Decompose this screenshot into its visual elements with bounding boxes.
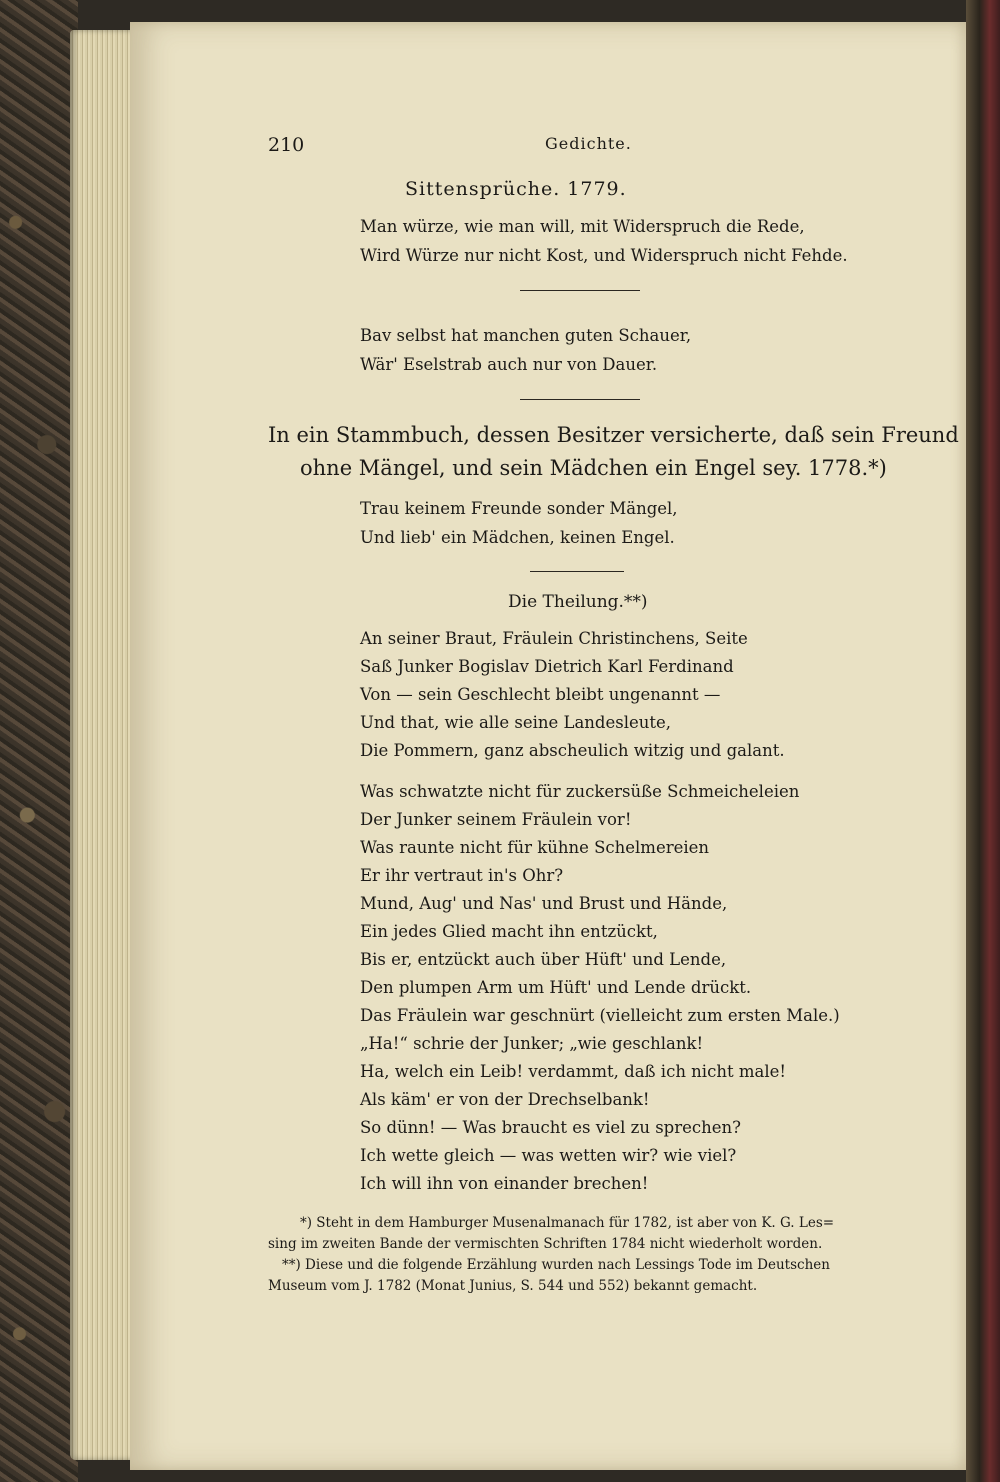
verse-line: Bav selbst hat manchen guten Schauer,	[360, 326, 692, 345]
poem-title-theilung: Die Theilung.**)	[508, 592, 648, 612]
verse-line: So dünn! — Was braucht es viel zu sprechen?	[360, 1118, 741, 1137]
verse-line: Was raunte nicht für kühne Schelmereien	[360, 838, 710, 857]
verse-line: Der Junker seinem Fräulein vor!	[360, 810, 632, 829]
poem-title-stammbuch-line1: In ein Stammbuch, dessen Besitzer versicherte, daß sein Freund	[268, 423, 959, 447]
verse-line: Trau keinem Freunde sonder Mängel,	[360, 499, 678, 518]
verse-line: Ha, welch ein Leib! verdammt, daß ich nicht male!	[360, 1062, 786, 1081]
footnote-line: sing im zweiten Bande der vermischten Schriften 1784 nicht wiederholt worden.	[268, 1236, 823, 1252]
poem-title-stammbuch-line2: ohne Mängel, und sein Mädchen ein Engel sey. 1778.*)	[300, 456, 887, 480]
verse-line: Saß Junker Bogislav Dietrich Karl Ferdinand	[360, 657, 734, 676]
verse-line: Den plumpen Arm um Hüft' und Lende drückt.	[360, 978, 752, 997]
footnote-line: **) Diese und die folgende Erzählung wurden nach Lessings Tode im Deutschen	[282, 1257, 830, 1273]
book-cover-right	[966, 0, 1000, 1482]
running-title: Gedichte.	[545, 134, 632, 153]
verse-line: Was schwatzte nicht für zuckersüße Schmeicheleien	[360, 782, 800, 801]
verse-line: Von — sein Geschlecht bleibt ungenannt —	[360, 685, 721, 704]
page-edges	[70, 30, 132, 1460]
verse-line: Mund, Aug' und Nas' und Brust und Hände,	[360, 894, 728, 913]
verse-line: Ich will ihn von einander brechen!	[360, 1174, 649, 1193]
verse-line: Er ihr vertraut in's Ohr?	[360, 866, 564, 885]
verse-line: Als käm' er von der Drechselbank!	[360, 1090, 650, 1109]
book-cover-left	[0, 0, 78, 1482]
section-divider	[520, 399, 640, 400]
footnote-line: *) Steht in dem Hamburger Musenalmanach für 1782, ist aber von K. G. Les=	[300, 1215, 835, 1231]
verse-line: Ein jedes Glied macht ihn entzückt,	[360, 922, 658, 941]
verse-line: Und that, wie alle seine Landesleute,	[360, 713, 672, 732]
footnote-line: Museum vom J. 1782 (Monat Junius, S. 544 und 552) bekannt gemacht.	[268, 1278, 758, 1294]
poem-title-sittensprueche: Sittensprüche. 1779.	[405, 178, 627, 200]
verse-line: Das Fräulein war geschnürt (vielleicht zum ersten Male.)	[360, 1006, 840, 1025]
verse-line: An seiner Braut, Fräulein Christinchens, Seite	[360, 629, 748, 648]
verse-line: „Ha!“ schrie der Junker; „wie geschlank!	[360, 1034, 704, 1053]
verse-line: Wird Würze nur nicht Kost, und Widerspruch nicht Fehde.	[360, 246, 848, 265]
page-number: 210	[268, 134, 305, 156]
verse-line: Wär' Eselstrab auch nur von Dauer.	[360, 355, 658, 374]
verse-line: Die Pommern, ganz abscheulich witzig und galant.	[360, 741, 785, 760]
section-divider	[530, 571, 624, 572]
section-divider	[520, 290, 640, 291]
verse-line: Man würze, wie man will, mit Widerspruch die Rede,	[360, 217, 805, 236]
verse-line: Ich wette gleich — was wetten wir? wie viel?	[360, 1146, 737, 1165]
verse-line: Bis er, entzückt auch über Hüft' und Lende,	[360, 950, 727, 969]
verse-line: Und lieb' ein Mädchen, keinen Engel.	[360, 528, 675, 547]
